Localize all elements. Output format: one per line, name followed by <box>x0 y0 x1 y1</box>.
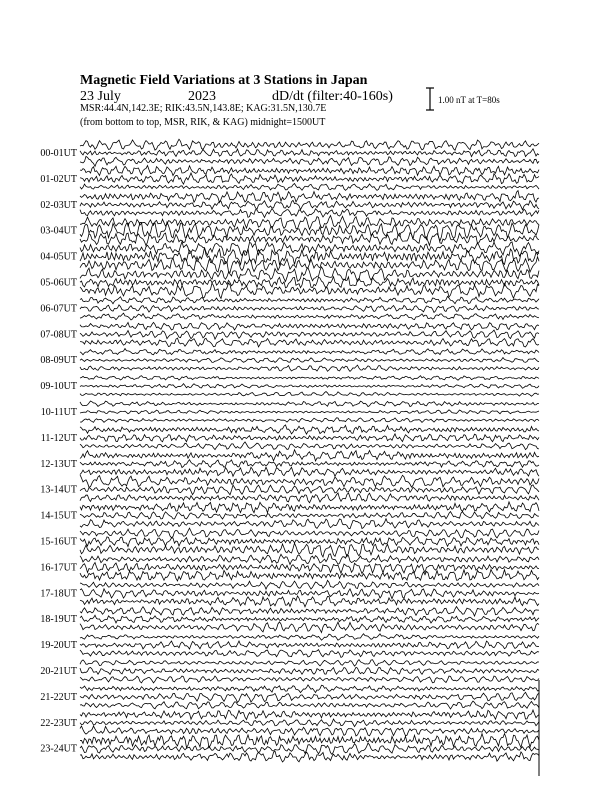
trace-kag <box>80 734 539 748</box>
hour-label: 03-04UT <box>40 225 77 237</box>
trace-kag <box>80 475 539 487</box>
trace-kag <box>80 685 539 693</box>
trace-kag <box>80 634 539 640</box>
hour-row <box>40 528 539 557</box>
hour-label: 18-19UT <box>40 614 77 626</box>
hour-label: 01-02UT <box>40 173 77 185</box>
hour-row <box>40 166 539 191</box>
trace-kag <box>80 166 539 176</box>
trace-msr <box>80 726 539 736</box>
hour-label: 15-16UT <box>40 536 77 548</box>
trace-msr <box>80 622 539 633</box>
trace-kag <box>80 191 539 203</box>
hour-row <box>40 191 539 218</box>
hour-label: 08-09UT <box>40 355 77 367</box>
hour-row <box>40 349 539 372</box>
hour-label: 16-17UT <box>40 562 77 574</box>
trace-msr <box>80 596 539 607</box>
trace-kag <box>80 296 539 303</box>
hour-row <box>40 580 539 606</box>
filter-label: dD/dt (filter:40-160s) <box>272 89 393 104</box>
hour-row <box>40 322 539 347</box>
hour-row <box>40 376 539 397</box>
trace-msr <box>80 701 539 709</box>
hour-label: 11-12UT <box>40 432 77 444</box>
hour-row <box>40 734 539 762</box>
trace-msr <box>80 338 539 347</box>
trace-msr <box>80 209 539 218</box>
trace-kag <box>80 349 539 355</box>
hour-label: 07-08UT <box>40 329 77 341</box>
trace-msr <box>80 184 539 191</box>
trace-kag <box>80 139 539 150</box>
hour-label: 21-22UT <box>40 691 77 703</box>
trace-kag <box>80 322 539 330</box>
hour-label: 12-13UT <box>40 458 77 470</box>
hour-label: 20-21UT <box>40 666 77 677</box>
trace-msr <box>80 156 539 166</box>
trace-rik <box>80 667 539 674</box>
trace-rik <box>80 384 539 389</box>
trace-rik <box>80 485 539 495</box>
trace-rik <box>80 692 539 702</box>
trace-msr <box>80 519 539 529</box>
trace-rik <box>80 743 539 754</box>
trace-rik <box>80 537 539 547</box>
hour-row <box>40 554 539 581</box>
hour-row <box>40 216 539 246</box>
trace-msr <box>80 676 539 683</box>
hour-row <box>40 710 539 736</box>
hour-row <box>40 267 539 299</box>
hour-row <box>40 502 539 529</box>
trace-msr <box>80 751 539 762</box>
trace-msr <box>80 467 539 476</box>
hour-row <box>40 634 539 658</box>
trace-kag <box>80 425 539 434</box>
hour-row <box>41 401 539 422</box>
trace-kag <box>80 376 539 381</box>
trace-msr <box>80 283 539 298</box>
stations-label: MSR:44.4N,142.3E; RIK:43.5N,143.8E; KAG:31.5N,130.7E <box>80 103 327 114</box>
trace-msr <box>80 313 539 320</box>
trace-rik <box>80 330 539 339</box>
hour-row <box>40 450 539 477</box>
hour-row <box>40 607 539 633</box>
trace-rik <box>80 200 539 209</box>
trace-kag <box>80 554 539 565</box>
trace-msr <box>80 493 539 503</box>
order-note: (from bottom to top, MSR, RIK, & KAG) midnight=1500UT <box>80 117 326 128</box>
trace-rik <box>80 460 539 468</box>
trace-kag <box>80 580 539 589</box>
trace-msr <box>80 543 539 557</box>
trace-rik <box>80 410 539 414</box>
hour-label: 13-14UT <box>40 484 77 496</box>
hour-row <box>40 139 539 166</box>
trace-rik <box>80 434 539 442</box>
hour-label: 00-01UT <box>40 148 77 159</box>
trace-rik <box>80 512 539 519</box>
year-label: 2023 <box>188 89 216 104</box>
hour-label: 05-06UT <box>40 277 77 289</box>
trace-msr <box>80 365 539 371</box>
trace-rik <box>80 173 539 184</box>
trace-rik <box>80 719 539 727</box>
trace-kag <box>80 216 539 230</box>
hour-row <box>40 660 539 683</box>
trace-rik <box>80 615 539 623</box>
chart-title: Magnetic Field Variations at 3 Stations in Japan <box>80 73 368 88</box>
hour-row <box>40 685 539 709</box>
hour-row <box>40 242 539 273</box>
hour-label: 14-15UT <box>40 510 77 522</box>
trace-rik <box>80 589 539 599</box>
trace-rik <box>80 305 539 313</box>
trace-kag <box>80 607 539 617</box>
hour-label: 02-03UT <box>40 199 77 211</box>
scale-bar-label: 1.00 nT at T=80s <box>438 95 500 105</box>
hour-label: 19-20UT <box>40 640 77 652</box>
hour-label: 04-05UT <box>40 251 77 263</box>
scale-bar <box>426 88 434 110</box>
trace-msr <box>80 257 539 273</box>
trace-kag <box>80 502 539 513</box>
hour-label: 09-10UT <box>40 381 77 393</box>
trace-msr <box>80 650 539 658</box>
trace-msr <box>80 418 539 423</box>
trace-kag <box>80 242 539 256</box>
hour-label: 23-24UT <box>40 743 77 755</box>
hour-label: 10-11UT <box>40 407 77 418</box>
hour-row <box>40 296 539 320</box>
trace-kag <box>80 710 539 720</box>
trace-msr <box>80 442 539 450</box>
trace-rik <box>80 641 539 649</box>
trace-rik <box>80 563 539 574</box>
date-label: 23 July <box>80 89 121 104</box>
hour-row <box>40 475 539 503</box>
hour-label: 22-23UT <box>40 717 77 729</box>
hour-label: 17-18UT <box>40 588 77 600</box>
hour-row <box>41 425 539 450</box>
trace-rik <box>80 358 539 363</box>
trace-kag <box>80 401 539 407</box>
trace-kag <box>80 528 539 538</box>
trace-kag <box>80 450 539 461</box>
trace-msr <box>80 392 539 397</box>
trace-kag <box>80 660 539 666</box>
hour-label: 06-07UT <box>40 303 77 315</box>
